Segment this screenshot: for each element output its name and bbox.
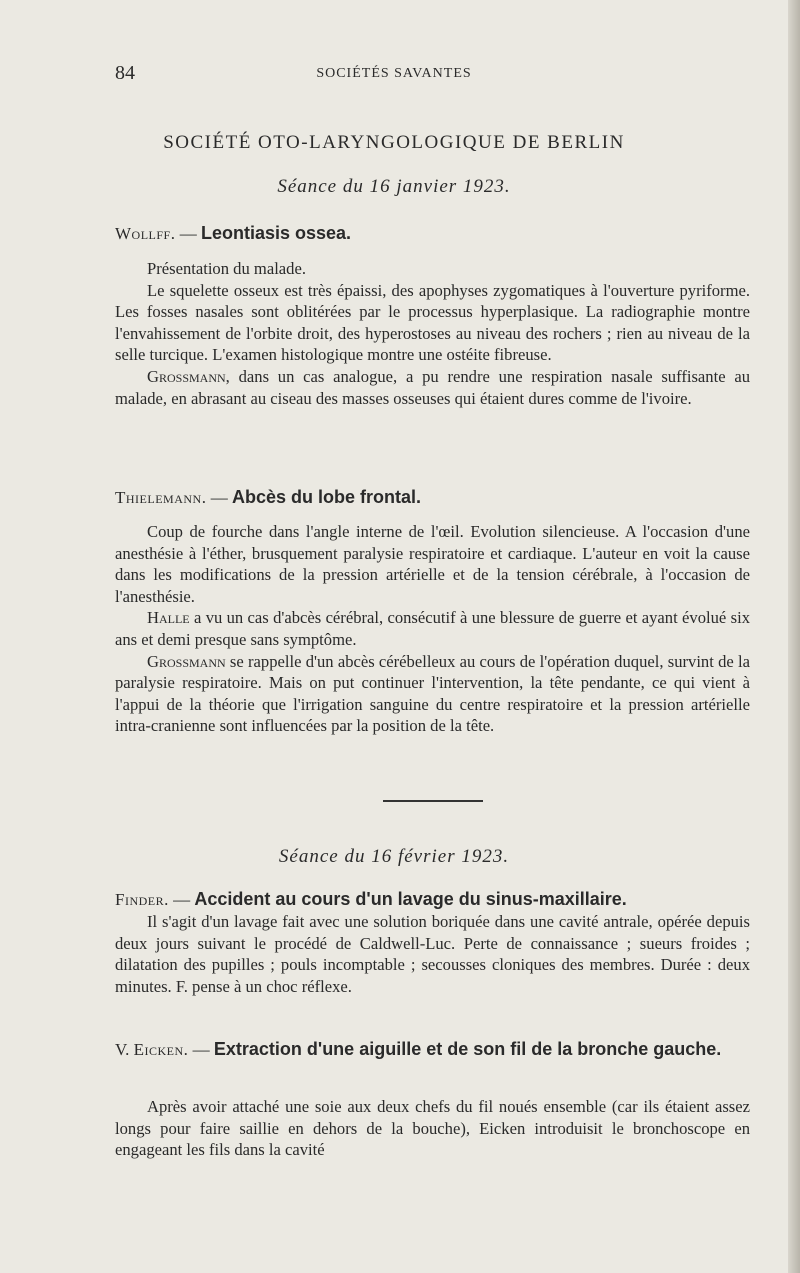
session-date-2: Séance du 16 février 1923. xyxy=(278,846,510,867)
entry-author: Eicken. xyxy=(133,1040,189,1059)
discussion-author: Halle xyxy=(147,608,190,628)
entry-subject: Accident au cours d'un lavage du sinus-maxillaire. xyxy=(194,889,627,909)
entry-heading xyxy=(115,222,750,245)
discussion-paragraph xyxy=(115,366,750,409)
paragraph: Présentation du malade. xyxy=(147,259,306,278)
discussion-author: Grossmann xyxy=(147,651,226,671)
entry-author: Thielemann. xyxy=(115,488,207,507)
page-number: 84 xyxy=(115,62,135,84)
running-title: SOCIÉTÉS SAVANTES xyxy=(316,66,472,81)
discussion-paragraph xyxy=(115,651,750,737)
discussion-paragraph xyxy=(115,607,750,650)
entry-heading xyxy=(115,1038,750,1061)
paragraph: Le squelette osseux est très épaissi, des apophyses zygomatiques à l'ouverture pyriforme. Les fosses nasales sont oblitérées par le processus hyperplasique. La radiographie montre l'envahissement de l'orbite droit, des hyperostoses au niveau des rochers ; rien au niveau de la selle turcique. L'examen histologique montre une ostéite fibreuse. xyxy=(115,280,750,365)
dash: — xyxy=(168,890,195,909)
entry-eicken xyxy=(115,1038,750,1061)
entry-thielemann-body xyxy=(115,521,750,737)
session-date-1: Séance du 16 janvier 1923. xyxy=(277,176,511,197)
entry-subject: Extraction d'une aiguille et de son fil de la bronche gauche. xyxy=(213,1039,722,1059)
entry-heading xyxy=(115,888,750,911)
paragraph: Il s'agit d'un lavage fait avec une solution boriquée dans une cavité antrale, opérée depuis deux jours suivant le procédé de Caldwell-Luc. Perte de connaissance ; sueurs froides ; dilatation des pupilles ; pouls incomptable ; secousses cloniques des membres. Durée : deux minutes. F. pense à un choc réflexe. xyxy=(115,912,750,996)
page-header xyxy=(0,62,788,92)
dash: — xyxy=(175,224,201,243)
entry-subject: Leontiasis ossea. xyxy=(200,223,352,243)
entry-subject: Abcès du lobe frontal. xyxy=(231,487,421,507)
discussion-text: se rappelle d'un abcès cérébelleux au cours de l'opération duquel, survint de la paralysie respiratoire. Mais on put continuer l'intervention, la tête pendante, ce qui vient à l'appui de la théorie que l'irrigation sanguine du centre respiratoire et la pression artérielle intra-cranienne sont influencées par la position de la tête. xyxy=(115,651,750,736)
discussion-text: dans un cas analogue, a pu rendre une respiration nasale suffisante au malade, en abrasant au ciseau des masses osseuses qui étaient dures comme de l'ivoire. xyxy=(115,366,750,408)
entry-heading xyxy=(115,486,750,509)
page-edge-shadow xyxy=(788,0,800,1273)
dash: — xyxy=(206,488,232,507)
paragraph: Après avoir attaché une soie aux deux chefs du fil noués ensemble (car ils étaient assez longs pour faire saillie en dehors de la bouche), Eicken introduisit le bronchoscope en engageant les fils dans la cavité xyxy=(115,1097,750,1160)
discussion-author: Grossmann, xyxy=(147,366,230,386)
entry-finder xyxy=(115,888,750,997)
entry-wollff xyxy=(115,222,750,245)
entry-author: Wollff. xyxy=(115,224,176,243)
entry-thielemann xyxy=(115,486,750,509)
section-divider xyxy=(383,800,483,802)
paragraph: Coup de fourche dans l'angle interne de l'œil. Evolution silencieuse. A l'occasion d'une anesthésie à l'éther, brusquement paralysie respiratoire et cardiaque. L'auteur en voit la cause dans les modifications de la pression artérielle et de la tension cérébrale, à l'occasion de l'anesthésie. xyxy=(115,522,750,606)
entry-eicken-body xyxy=(115,1096,750,1161)
dash: — xyxy=(188,1040,214,1059)
society-title: SOCIÉTÉ OTO-LARYNGOLOGIQUE DE BERLIN xyxy=(163,132,625,153)
discussion-text: a vu un cas d'abcès cérébral, consécutif à une blessure de guerre et ayant évolué six ans et demi presque sans symptôme. xyxy=(115,608,750,649)
author-prefix: V. xyxy=(115,1040,134,1059)
entry-wollff-body xyxy=(115,258,750,409)
entry-author: Finder. xyxy=(115,890,169,909)
